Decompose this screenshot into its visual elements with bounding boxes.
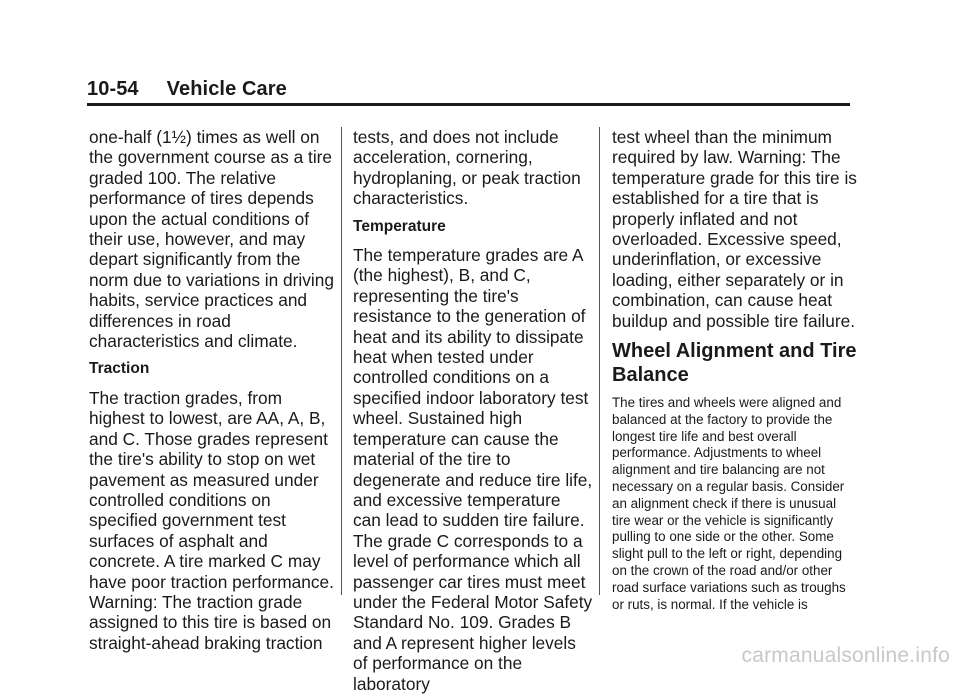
page-header: [87, 78, 287, 101]
section-title: Wheel Alignment and Tire Balance: [612, 340, 857, 387]
temperature-heading: Temperature: [353, 217, 446, 235]
paragraph: one-half (1½) times as well on the government course as a tire graded 100. The relative performance of tires depends upon the actual conditions of their use, however, and may depart significantly from the norm due to variations in driving habits, service practices and differences in road characteristics and climate.: [89, 127, 334, 352]
traction-heading: Traction: [89, 360, 150, 378]
watermark: carmanualsonline.info: [741, 644, 950, 667]
paragraph: The temperature grades are A (the highest), B, and C, representing the tire's resistance to the generation of heat and its ability to dissipate heat when tested under controlled conditions on a specified indoor laboratory test wheel. Sustained high temperature can cause the material of the tire to degenerate and reduce tire life, and excessive temperature can lead to sudden tire failure. The grade C corresponds to a level of performance which all passenger car tires must meet under the Federal Motor Safety Standard No. 109. Grades B and A represent higher levels of performance on the laboratory: [353, 245, 593, 694]
column-divider: [599, 127, 600, 595]
column-3: [612, 127, 857, 613]
column-divider: [341, 127, 342, 595]
paragraph: tests, and does not include acceleration, cornering, hydroplaning, or peak traction characteristics.: [353, 127, 581, 209]
page-number: 10-54: [87, 78, 139, 100]
paragraph: The tires and wheels were aligned and balanced at the factory to provide the longest tire life and best overall performance. Adjustments to wheel alignment and tire balancing are not necessary on a regular basis. Consider an alignment check if there is unusual tire wear or the vehicle is significantly pulling to one side or the other. Some slight pull to the left or right, depending on the crown of the road and/or other road surface variations such as troughs or ruts, is normal. If the vehicle is: [612, 395, 846, 612]
column-1: [89, 127, 334, 653]
section-name: Vehicle Care: [166, 78, 287, 100]
paragraph: The traction grades, from highest to lowest, are AA, A, B, and C. Those grades represent the tire's ability to stop on wet pavement as measured under controlled conditions on specified government test surfaces of asphalt and concrete. A tire marked C may have poor traction performance. Warning: The traction grade assigned to this tire is based on straight-ahead braking traction: [89, 387, 334, 653]
paragraph: test wheel than the minimum required by law. Warning: The temperature grade for this tire is established for a tire that is properly inflated and not overloaded. Excessive speed, underinflation, or excessive loading, either separately or in combination, can cause heat buildup and possible tire failure.: [612, 127, 857, 331]
column-2: [353, 127, 593, 694]
header-rule: [87, 103, 850, 106]
